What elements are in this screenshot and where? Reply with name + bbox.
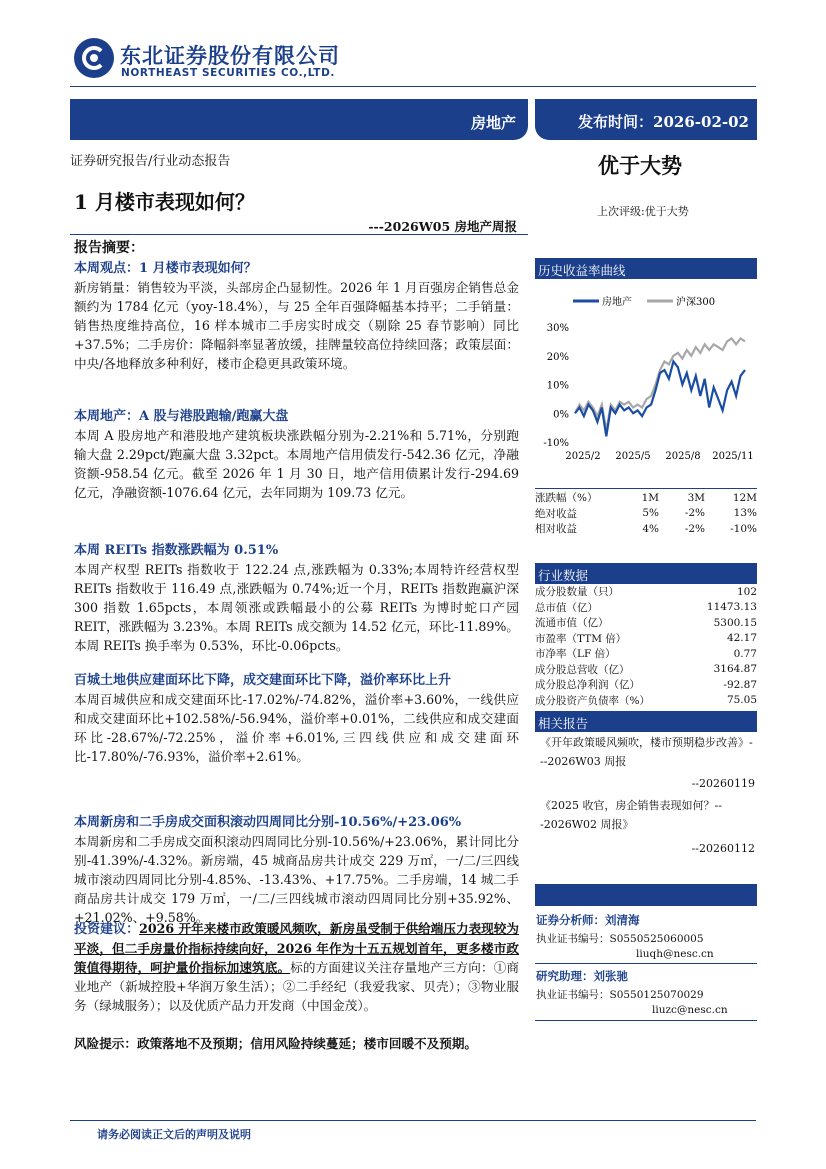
section-body: 本周 A 股房地产和港股地产建筑板块涨跌幅分别为-2.21%和 5.71%，分别跑输大盘 2.29pct/跑赢大盘 3.32pct。本周地产信用债发行-542.36 亿元，净融资额-958.54 亿元。截至 2026 年 1 月 30 日，地产信用债累计发行-294.69 亿元，净融资额-1076.64 亿元，去年同期为 109.73 亿元。 [74,428,519,500]
analyst-name: 证券分析师：刘清海 [536,913,640,927]
industry-label: 成分股资产负债率（%） [535,694,650,707]
chart-header: 历史收益率曲线 [538,263,626,278]
industry-value: 11473.13 [706,601,757,614]
publish-date: 发布时间：2026-02-02 [578,113,749,131]
industry-label: 流通市值（亿） [535,617,609,630]
risk-label: 风险提示： [74,1036,137,1051]
rating: 优于大势 [598,153,682,178]
industry-label: 成分股总营收（亿） [535,663,630,676]
invest-label: 投资建议： [74,922,140,937]
related-header-bar [535,711,757,732]
header-divider [70,86,756,87]
industry-label: 总市值（亿） [535,601,598,614]
perf-cell: -2% [684,507,705,520]
industry-row [535,631,757,647]
company-name-en: NORTHEAST SECURITIES CO.,LTD. [121,67,335,79]
perf-row [535,506,757,522]
industry-label: 成分股总净利润（亿） [535,679,640,692]
analyst-email[interactable]: liuqh@nesc.cn [636,948,714,960]
related-report-date: --20260119 [691,777,755,790]
industry-label: 市盈率（TTM 倍） [535,632,627,645]
section-heading: 本周观点：1 月楼市表现如何？ [74,261,257,276]
chart-header-bar [535,258,757,279]
series-line-0 [575,362,745,437]
industry-row [535,615,757,631]
section-heading: 本周新房和二手房成交面积滚动四周同比分别-10.56%/+23.06% [74,815,462,830]
industry-row [535,677,757,693]
section-body: 本周百城供应和成交建面环比-17.02%/-74.82%，溢价率+3.60%，一线供应和成交建面环比+102.58%/-56.94%，溢价率+0.01%，二线供应和成交建面环比-28.67%/-72.25%，溢价率+6.01%,三四线供应和成交建面环比-17.80%/-76.93%，溢价率+2.61%。 [74,692,519,764]
related-report-title[interactable]: 《2025 收官，房企销售表现如何？---2026W02 周报》 [540,799,722,831]
sector-band [70,99,528,140]
assistant-cert: 执业证书编号：S0550125070029 [536,989,704,1001]
section-transactions [74,813,519,927]
section-investment [74,919,519,1015]
section-body: 本周产权型 REITs 指数收于 122.24 点,涨跌幅为 0.33%;本周特许经营权型 REITs 指数收于 116.49 点,涨跌幅为 0.74%;近一个月，REITs 指数跑赢沪深 300 指数 1.65pcts，本周领涨或跌幅最小的公募 REITs 为博时蛇口产园 REIT，涨跌幅为 3.23%。本周 REITs 成交额为 14.52 亿元，环比-11.89%。本周 REITs 换手率为 0.53%，环比-0.06pcts。 [74,562,519,653]
analyst-divider [535,963,757,964]
perf-header-cell: 涨跌幅（%） [535,492,598,505]
invest-body: 标的方面建议关注存量地产三方向：①商业地产（新城控股+华润万象生活）；②二手经纪（我爱我家、贝壳）；③物业服务（绿城服务）；以及优质产品力开发商（中国金茂）。 [74,960,520,1013]
y-tick-label: -10% [543,438,569,449]
related-header: 相关报告 [538,716,589,731]
section-heading: 百城土地供应建面环比下降，成交建面环比下降，溢价率环比上升 [74,673,452,688]
legend-label-hs300: 沪深300 [676,297,716,308]
perf-header-cell: 12M [732,491,757,504]
industry-value: -92.87 [723,678,757,691]
industry-value: 102 [736,585,757,598]
perf-header-cell: 3M [687,491,705,504]
perf-header-cell: 1M [641,491,659,504]
x-tick-label: 2025/2 [565,451,601,462]
industry-label: 市净率（LF 倍） [535,648,616,661]
analyst-cert: 执业证书编号：S0550525060005 [536,933,704,945]
section-weekly-property [74,407,519,502]
industry-row [535,693,757,709]
risk-body: 政策落地不及预期；信用风险持续蔓延；楼市回暖不及预期。 [136,1036,477,1051]
industry-row [535,584,757,600]
y-tick-label: 30% [546,323,569,334]
company-logo [74,38,114,78]
industry-header-bar [535,563,757,584]
section-weekly-view [74,259,519,373]
return-chart [535,282,757,465]
section-heading: 本周地产：A 股与港股跑输/跑赢大盘 [74,409,289,424]
industry-header: 行业数据 [538,568,589,583]
analyst-bar [535,884,757,906]
industry-row [535,600,757,616]
report-type: 证券研究报告/行业动态报告 [70,154,231,169]
footer-disclaimer: 请务必阅读正文后的声明及说明 [97,1128,251,1141]
perf-cell: -2% [684,522,705,535]
assistant-divider [535,1020,757,1021]
perf-row [535,521,757,537]
y-tick-label: 10% [546,380,569,392]
sector-label: 房地产 [470,114,516,132]
assistant-email[interactable]: liuzc@nesc.cn [652,1004,728,1016]
y-tick-label: 0% [553,409,569,421]
company-name-cn: 东北证券股份有限公司 [120,44,340,68]
series-line-1 [575,339,745,431]
legend-label-property: 房地产 [602,297,632,308]
industry-value: 75.05 [726,694,757,707]
perf-cell: 5% [642,507,659,520]
related-report-date: --20260112 [691,842,755,855]
section-body: 本周新房和二手房成交面积滚动四周同比分别-10.56%/+23.06%，累计同比分别-41.39%/-4.32%。新房端，45 城商品房共计成交 229 万㎡，一/二/三四线城市滚动四周同比分别-4.85%、-13.43%、+17.75%。二手房端，14 城二手商品房共计成交 179 万㎡，一/二/三四线城市滚动四周同比分别+35.92%、+21.02%、+9.58%。 [74,834,519,925]
last-rating: 上次评级:优于大势 [597,205,689,218]
industry-value: 5300.15 [713,616,757,629]
perf-cell: 13% [733,507,757,520]
section-heading: 本周 REITs 指数涨跌幅为 0.51% [74,543,279,558]
publish-band [535,99,757,140]
section-reits [74,541,519,655]
industry-value: 42.17 [726,632,757,645]
report-subtitle: ---2026W05 房地产周报 [368,219,517,234]
section-body: 新房销量：销售较为平淡，头部房企凸显韧性。2026 年 1 月百强房企销售总金额约为 1784 亿元（yoy-18.4%），与 25 全年百强降幅基本持平；二手销量：销售热度维持高位，16 样本城市二手房实时成交（剔除 25 春节影响）同比+37.5%；二手房价：降幅斜率显著放缓，挂牌量较高位持续回落；政策层面：中央/各地释放多种利好，楼市企稳更具政策环境。 [74,280,519,371]
industry-value: 0.77 [733,647,757,660]
industry-label: 成分股数量（只） [535,586,619,599]
x-tick-label: 2025/5 [615,451,651,462]
subtitle-divider [70,234,528,235]
perf-cell: 4% [642,522,659,535]
performance-table [535,490,757,537]
abstract-heading: 报告摘要： [74,240,144,256]
industry-row [535,646,757,662]
related-report-title[interactable]: 《开年政策暖风频吹，楼市预期稳步改善》---2026W03 周报 [540,736,753,768]
invest-highlight: 2026 开年来楼市政策暖风频吹，新房虽受制于供给端压力表现较为平淡，但二手房量价指标持续向好，2026 年作为十五五规划首年，更多楼市政策值得期待，呵护量价指标加速筑底。 [74,921,519,975]
perf-cell: 绝对收益 [535,507,577,520]
industry-row [535,662,757,678]
perf-header-row [535,490,757,506]
section-land [74,671,519,766]
assistant-name: 研究助理：刘张驰 [536,969,628,983]
report-title: 1 月楼市表现如何？ [74,190,255,214]
y-tick-label: 20% [546,351,569,363]
x-tick-label: 2025/11 [712,451,754,462]
footer-divider [70,1120,756,1121]
industry-value: 3164.87 [713,663,757,676]
perf-cell: 相对收益 [535,523,577,536]
industry-table [535,584,757,708]
perf-top-rule [535,488,757,489]
x-tick-label: 2025/8 [665,451,701,462]
perf-cell: -10% [730,522,757,535]
section-risk [74,1034,519,1053]
